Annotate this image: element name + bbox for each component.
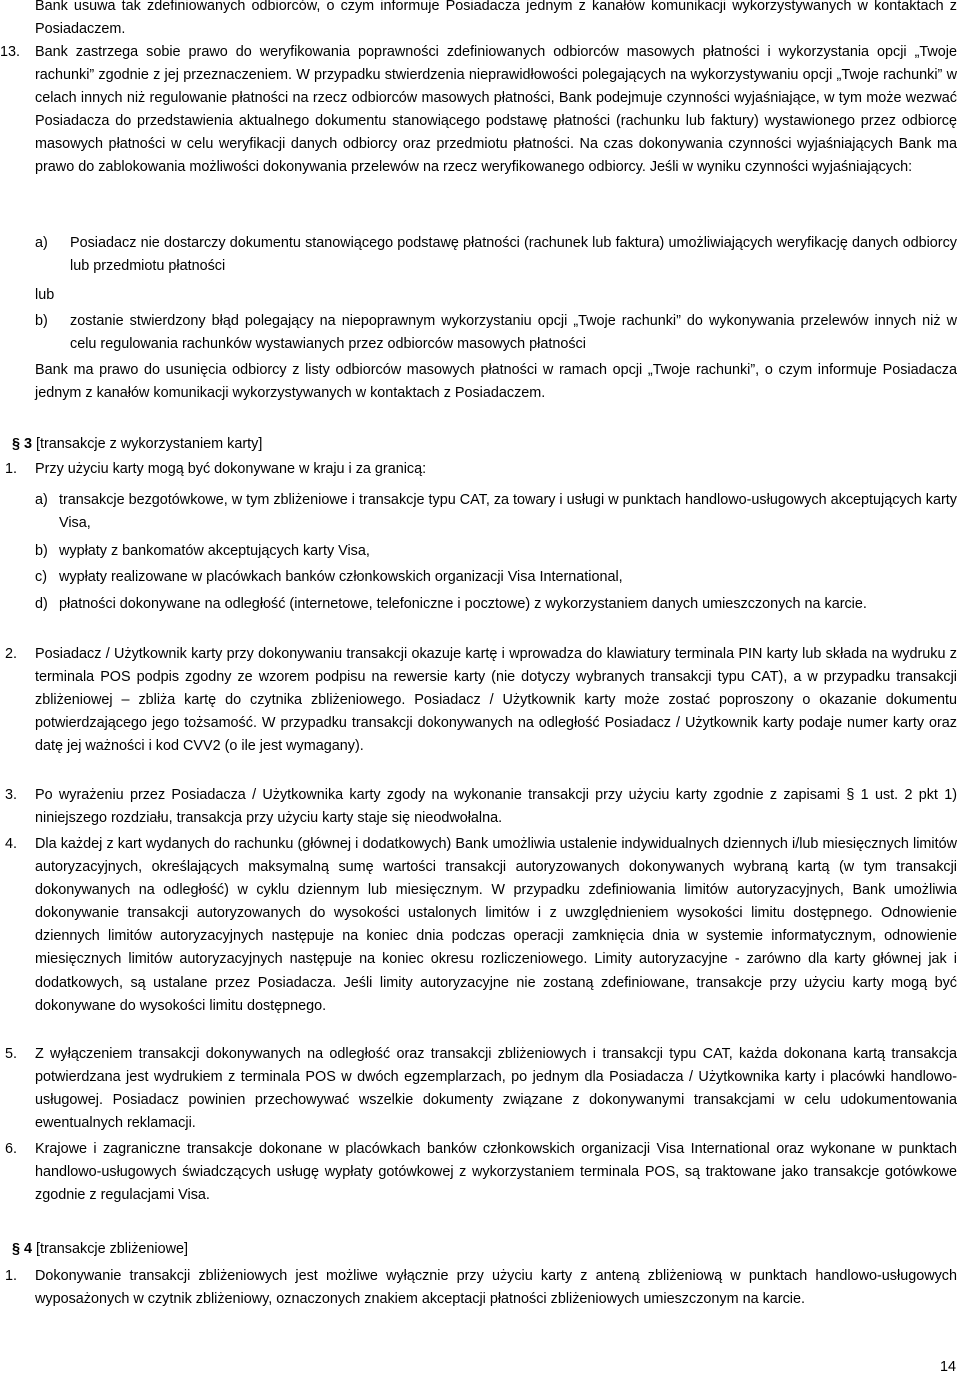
sub-a [35,232,957,278]
s3-item-4: Dla każdej z kart wydanych do rachunku (głównej i dodatkowych) Bank umożliwia ustalenie indywidualnych dziennych i/lub miesięcznych limitów autoryzacyjnych, określających maksymalną sumę wartości transakcji autoryzowanych dokonywanych wybraną kartą (w tym transakcji dokonywanych na odległość) w cyklu dziennym lub miesięcznym. W przypadku zdefiniowania limitów autoryzacyjnych, Bank umożliwia dokonywanie transakcji autoryzowanych do wysokości ustalonych limitów i z uwzględnieniem wysokości limitu dostępnego. Odnowienie dziennych limitów autoryzacyjnych następuje na koniec dnia podczas operacji zamknięcia dnia w systemie informatycznym, odnowienie miesięcznych limitów autoryzacyjnych następuje na koniec okresu rozliczeniowego. Limity autoryzacyjne - zarówno dla karty głównej jak i dodatkowych, są ustalane przez Posiadacza. Jeśli limity autoryzacyjne nie zostaną zdefiniowane, transakcje przy użyciu karty mogą być dokonywane do wysokości limitu dostępnego. [35,836,957,1014]
s3-item-1: Przy użyciu karty mogą być dokonywane w kraju i za granicą: [35,461,427,477]
s3-item-3-number: 3. [5,787,18,803]
s4-item-1: Dokonywanie transakcji zbliżeniowych jest możliwe wyłącznie przy użyciu karty z anteną zbliżeniową w punktach handlowo-usługowych wyposażonych w czytnik zbliżeniowy, oznaczonych znakiem akceptacji płatności zbliżeniowych umieszczonym na karcie. [35,1268,957,1308]
section-4-heading [12,1238,188,1261]
s3-item-4-number: 4. [5,836,18,852]
section-3-title: [transakcje z wykorzystaniem karty] [36,436,263,452]
s3-sub-a [35,489,957,535]
s3-sub-b-label: b) [35,543,48,559]
s3-sub-b-text: wypłaty z bankomatów akceptujących karty Visa, [59,543,370,559]
section-4-mark: § 4 [12,1241,33,1257]
s3-sub-d [35,593,957,616]
lub-connector: lub [35,287,55,303]
s3-sub-c [35,566,957,589]
s3-item-6: Krajowe i zagraniczne transakcje dokonane w placówkach banków członkowskich organizacji Visa International oraz wykonane w punktach handlowo-usługowych świadczących usługę wypłaty gotówkowej z wykorzystaniem terminala POS, są traktowane jako transakcje gotówkowe zgodnie z regulacjami Visa. [35,1141,957,1204]
s3-item-5-number: 5. [5,1046,18,1062]
sub-a-label: a) [35,235,48,251]
s3-sub-c-label: c) [35,569,47,585]
s3-item-5: Z wyłączeniem transakcji dokonywanych na odległość oraz transakcji zbliżeniowych i transakcji typu CAT, każda dokonana kartą transakcja potwierdzana jest wydrukiem z terminala POS w dwóch egzemplarzach, po jednym dla Posiadacza / Użytkownika karty i placówki handlowo-usługowej. Posiadacz powinien przechowywać wszelkie dokumenty związane z dokonywanymi transakcjami w celu udokumentowania ewentualnych reklamacji. [35,1046,957,1132]
sub-b [35,310,957,356]
s3-item-2: Posiadacz / Użytkownik karty przy dokonywaniu transakcji okazuje kartę i wprowadza do klawiatury terminala PIN karty lub składa na wydruku z terminala POS podpis zgodny ze wzorem podpisu na rewersie karty (nie dotyczy wybranych transakcji typu CAT), a w przypadku transakcji zbliżeniowej – zbliża kartę do czytnika zbliżeniowego. Posiadacz / Użytkownik karty może zostać poproszony o okazanie dokumentu potwierdzającego jego tożsamość. W przypadku transakcji dokonywanych na odległość Posiadacz / Użytkownik karty podaje numer karty oraz datę jej ważności i kod CVV2 (o ile jest wymagany). [35,646,957,755]
s3-item-1-number: 1. [5,461,18,477]
sub-b-label: b) [35,313,48,329]
s3-item-3: Po wyrażeniu przez Posiadacza / Użytkownika karty zgody na wykonanie transakcji przy użyciu karty zgodnie z zapisami § 1 ust. 2 pkt 1) niniejszego rozdziału, transakcja przy użyciu karty staje się nieodwołalna. [35,787,957,827]
paragraph-13: Bank zastrzega sobie prawo do weryfikowania poprawności zdefiniowanych odbiorców masowych płatności i wykorzystania opcji „Twoje rachunki” zgodnie z jej przeznaczeniem. W przypadku stwierdzenia nieprawidłowości polegających na wykorzystywaniu opcji „Twoje rachunki” w celach innych niż regulowanie płatności na rzecz odbiorców masowych płatności, Bank podejmuje czynności wyjaśniające, w tym może wezwać Posiadacza do przedstawienia aktualnego dokumentu stanowiącego podstawę płatności (rachunku lub faktury) wystawionego przez odbiorcę masowych płatności w celu weryfikacji danych odbiorcy oraz przedmiotu płatności. Na czas dokonywania czynności wyjaśniających Bank ma prawo do zablokowania możliwości dokonywania przelewów na rzecz weryfikowanego odbiorcy. Jeśli w wyniku czynności wyjaśniających: [35,44,957,176]
s3-sub-d-text: płatności dokonywane na odległość (internetowe, telefoniczne i pocztowe) z wykorzystaniem danych umieszczonych na karcie. [59,596,867,612]
item-13-number: 13. [0,44,21,60]
s4-item-1-number: 1. [5,1268,18,1284]
s3-sub-a-label: a) [35,492,48,508]
s3-item-2-number: 2. [5,646,18,662]
s3-sub-b [35,540,957,563]
s3-item-6-number: 6. [5,1141,18,1157]
s3-sub-d-label: d) [35,596,48,612]
paragraph-12-tail: Bank usuwa tak zdefiniowanych odbiorców, o czym informuje Posiadacza jednym z kanałów komunikacji wykorzystywanych w kontaktach z Posiadaczem. [35,0,957,38]
section-3-heading [12,433,262,456]
section-4-title: [transakcje zbliżeniowe] [36,1241,188,1257]
s3-sub-a-text: transakcje bezgotówkowe, w tym zbliżeniowe i transakcje typu CAT, za towary i usługi w punktach handlowo-usługowych akceptujących karty Visa, [59,492,957,532]
sub-a-text: Posiadacz nie dostarczy dokumentu stanowiącego podstawę płatności (rachunek lub faktura) umożliwiających weryfikację danych odbiorcy lub przedmiotu płatności [70,235,957,275]
sub-b-text: zostanie stwierdzony błąd polegający na niepoprawnym wykorzystaniu opcji „Twoje rachunki” do wykonywania przelewów innych niż w celu regulowania rachunków wystawianych przez odbiorców masowych płatności [70,313,957,353]
closing-paragraph: Bank ma prawo do usunięcia odbiorcy z listy odbiorców masowych płatności w ramach opcji „Twoje rachunki”, o czym informuje Posiadacza jednym z kanałów komunikacji wykorzystywanych w kontaktach z Posiadaczem. [35,362,957,402]
s3-sub-c-text: wypłaty realizowane w placówkach banków członkowskich organizacji Visa International, [59,569,623,585]
section-3-mark: § 3 [12,436,33,452]
page-number: 14 [939,1359,956,1375]
